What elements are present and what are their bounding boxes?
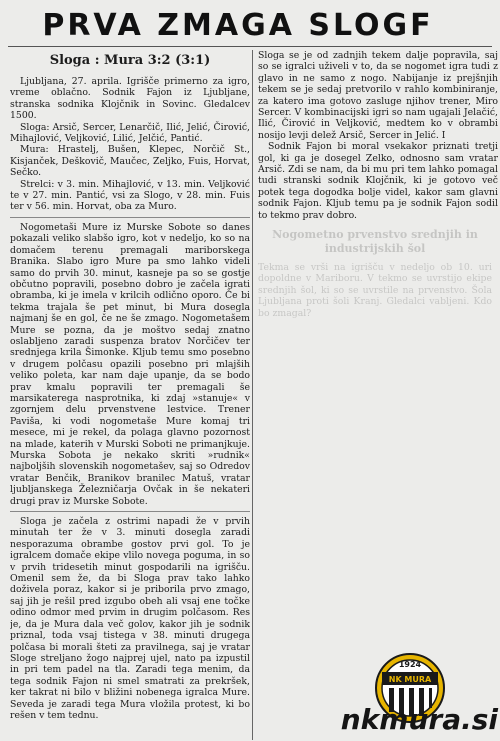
- brand-watermark: nkmura.si: [340, 703, 498, 736]
- section-separator: [10, 217, 250, 218]
- headline-rule: [8, 46, 492, 47]
- article-column-right: [258, 50, 498, 222]
- report-intro: Ljubljana, 27. aprila. Igrišče primerno za igro, vreme oblačno. Sodnik Fajon iz Ljubljane, stranska sodnika Klojčnik in Sovinc. Gledalcev 1500.: [10, 76, 250, 122]
- logo-year: 1924: [398, 660, 422, 669]
- bleedthrough-paragraph: Tekma se vrši na igrišču v nedeljo ob 10. uri dopoldne v Mariboru. V tekmo se uvrstijo ekipe srednjih šol, ki so se uvrstile na prvenstvo. Šola Ljubljana proti šoli Kranj. Gledalci vabljeni. Kdo bo zmagal?: [258, 262, 492, 319]
- article-column-left: [10, 52, 250, 740]
- match-subhead: Sloga : Mura 3:2 (3:1): [49, 53, 211, 68]
- lineup-mura: Mura: Hrastelj, Bušen, Klepec, Norčič St., Kisjanček, Deškovič, Maučec, Zeljko, Fuis, Horvat, Sečko.: [10, 144, 250, 179]
- lineup-sloga: Sloga: Arsič, Sercer, Lenarčič, Ilić, Jelić, Čirović, Mihajlović, Veljković, Lilić, Jelčić, Pantić.: [10, 121, 250, 145]
- logo-name: NK MURA: [388, 675, 432, 684]
- bleedthrough-heading: Nogometno prvenstvo srednjih in industrijskih šol: [272, 228, 478, 255]
- article-paragraph-4: Sodnik Fajon bi moral vsekakor priznati tretji gol, ki ga je dosegel Zelko, odnosno sam vratar Arsič. Zdi se nam, da bi mu pri tem lahko pomagal tudi stranski sodnik Klojčnik, ki je gotovo več potek tega dogodka bolje videl, kakor sam glavni sodnik Fajon. Kljub temu pa je sodnik Fajon sodil to tekmo prav dobro.: [258, 141, 498, 221]
- scorers: Strelci: v 3. min. Mihajlović, v 13. min. Veljković te v 27. min. Pantić, vsi za Slogo, v 28. min. Fuis ter v 56. min. Horvat, oba za Muro.: [10, 178, 250, 213]
- article-paragraph-1: Nogometaši Mure iz Murske Sobote so danes pokazali veliko slabšo igro, kot v nedeljo, ko so na domačem terenu premagali mariborskega Branika. Slabo igro Mure pa smo lahko videli samo do prvih 30. minut, kasneje pa so se gostje občutno popravili, posebno dobro je začela igrati obramba, ki je imela v krilcih odlično oporo. Če bi tekma trajala še pet minut, bi Mura dosegla najmanj še en gol, če ne še zmago. Nogometašem Mure se pozna, da je moštvo sedaj znatno oslabljeno zaradi suspenza bratov Norčičev ter srednjega krila Šimonke. Kljub temu smo posebno v drugem polčasu opazili posebno pri mlajših veliko poleta, kar nam daje upanje, da se bodo prav kmalu popravili ter premagali še marsikaterega nasprotnika, ki zdaj »stanuje« v zgornjem delu prvenstvene lestvice. Trener Paviša, ki vodi nogometaše Mure komaj tri mesece, mi je rekel, da polaga glavno pozornost na mlade, katerih v Murski Soboti ne primanjkuje. Murska Sobota je nekako skriti »rudnik« najboljših slovenskih nogometašev, saj so Odredov vratar Benčik, Branikov branilec Matuš, vratar ljubljanskega Železničarja Ovčak in še nekateri drugi prav iz Murske Sobote.: [10, 221, 250, 507]
- article-paragraph-3: Sloga se je od zadnjih tekem dalje popravila, saj so se igralci uživeli v to, da se nogomet igra tudi z glavo in ne samo z nogo. Nabijanje iz prejšnjih tekem se je sedaj pretvorilo v rahlo kombiniranje, za katero ima gotovo zasluge njihov trener, Miro Sercer. V kombinacijski igri so nam ugajali Jelačić, Ilić, Čirović in Veljković, medtem ko v obrambi nosijo levji delež Arsič, Sercer in Jelić. I: [258, 50, 498, 141]
- column-divider: [252, 50, 253, 740]
- bleedthrough-text: [258, 228, 492, 558]
- headline: PRVA ZMAGA SLOGF: [42, 8, 434, 43]
- article-paragraph-2: Sloga je začela z ostrimi napadi že v prvih minutah ter že v 3. minuti dosegla zaradi nesporazuma obrambe gostov prvi gol. To je igralcem domače ekipe vlilo novega poguma, in so v prvih tridesetih minut gospodarili na igrišču. Omenil sem že, da bi Sloga prav tako lahko doživela poraz, kakor si je priborila prvo zmago, saj jih je rešil pred izgubo obeh ali vsaj ene točke odino odmor med prvim in drugim polčasom. Res je, da je Mura dala več golov, kakor jih je sodnik priznal, toda vsaj tistega v 38. minuti drugega polčasa bi morali šteti za pravilnega, saj je vratar Sloge streljano žogo najprej ujel, nato pa izpustil in pri tem padel na tla. Zaradi tega menim, da tega sodnik Fajon ni smel smatrati za prekršek, ker takrat ni bilo v bližini nobenega igralca Mure. Seveda je zaradi tega Mura vložila protest, ki bo rešen v tem tednu.: [10, 516, 250, 721]
- section-separator: [10, 511, 250, 512]
